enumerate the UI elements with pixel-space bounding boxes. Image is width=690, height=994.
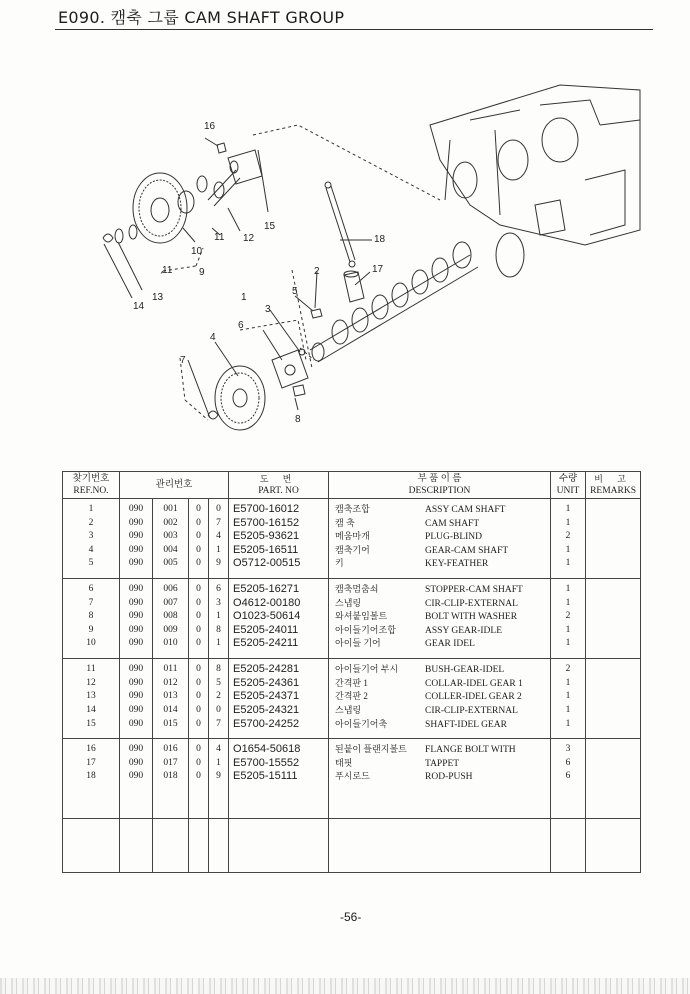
cell-value (586, 770, 640, 784)
description-en: TAPPET (425, 758, 460, 769)
table-cell (551, 579, 586, 659)
description-en: CIR-CLIP-EXTERNAL (425, 705, 518, 716)
table-cell (209, 819, 229, 873)
cell-value (586, 624, 640, 638)
part-number: E5205-15111 (233, 770, 298, 783)
callout: 14 (133, 301, 145, 312)
description-ko: 와셔붙임볼트 (335, 611, 388, 622)
part-number: E5205-24211 (233, 637, 299, 650)
table-cell (189, 499, 209, 579)
cell-value: 009 (163, 624, 178, 635)
cell-value: 8 (216, 624, 221, 635)
unit-qty: 2 (565, 531, 571, 542)
unit-qty: 1 (565, 691, 571, 702)
cell-value: 0 (196, 718, 201, 729)
cell-value (586, 544, 640, 558)
description-line (329, 718, 550, 732)
description-ko: 키 (335, 558, 344, 569)
table-cell (551, 819, 586, 873)
description-ko: 된붙이 플랜지볼트 (335, 744, 407, 755)
description-en: FLANGE BOLT WITH (425, 745, 516, 756)
cell-value: 090 (128, 531, 144, 542)
description-en: STOPPER-CAM SHAFT (425, 585, 523, 596)
description-line (329, 597, 550, 611)
part-number: E5700-16152 (233, 516, 300, 529)
cam-gear-drawing (215, 366, 265, 430)
table-cell (329, 659, 551, 739)
part-number: O1023-50614 (233, 610, 301, 623)
table-cell (120, 739, 153, 819)
page-number: -56- (340, 910, 362, 924)
cell-value: 090 (128, 718, 144, 729)
unit-qty: 1 (565, 544, 571, 555)
part-number: O1654-50618 (233, 743, 301, 756)
cell-value: 4 (216, 744, 221, 755)
description-en: GEAR-CAM SHAFT (425, 545, 509, 556)
cell-value: 1 (216, 638, 221, 649)
mgmt-no-header-ko: 관리번호 (155, 480, 193, 490)
table-cell (63, 659, 120, 739)
unit-qty: 1 (565, 584, 571, 595)
description-ko: 스냅링 (335, 704, 362, 715)
cell-value: 090 (128, 757, 144, 768)
ref-number: 10 (86, 638, 96, 649)
unit-qty: 1 (565, 597, 571, 608)
ref-number: 1 (88, 504, 94, 514)
table-cell (189, 579, 209, 659)
table-cell (120, 579, 153, 659)
callout: 17 (372, 264, 384, 275)
cell-value: 090 (128, 704, 144, 715)
exploded-view-diagram (0, 30, 690, 470)
cell-value (586, 757, 640, 771)
unit-qty: 1 (565, 677, 571, 688)
cell-value: 0 (216, 504, 221, 514)
callout: 2 (314, 266, 320, 277)
cell-value: 090 (128, 611, 144, 622)
parts-table (62, 471, 641, 873)
ref-number: 11 (86, 664, 96, 675)
description-ko: 아이들기어 부시 (335, 664, 399, 675)
callout: 12 (243, 233, 255, 244)
description-en: BUSH-GEAR-IDEL (425, 665, 505, 676)
description-ko: 스냅링 (335, 597, 362, 608)
description-header-en: DESCRIPTION (408, 486, 471, 496)
cell-value: 3 (216, 597, 221, 608)
table-group-row (63, 579, 641, 659)
description-en: ASSY CAM SHAFT (425, 505, 506, 515)
cell-value (586, 557, 640, 571)
description-line (329, 677, 550, 691)
cell-value (586, 677, 640, 691)
cell-value: 014 (163, 704, 178, 715)
cell-value: 1 (216, 611, 221, 622)
cell-value: 011 (163, 664, 178, 675)
description-line (329, 517, 550, 531)
cell-value: 0 (196, 757, 201, 768)
description-en: PLUG-BLIND (425, 532, 483, 543)
part-number: E5205-24361 (233, 676, 300, 689)
part-number: E5205-24281 (233, 663, 300, 676)
unit-qty: 3 (565, 744, 571, 755)
table-cell (63, 579, 120, 659)
unit-header-ko: 수량 (558, 474, 578, 484)
cell-value: 7 (216, 718, 221, 729)
cell-value: 0 (196, 664, 201, 675)
cell-value: 0 (216, 704, 221, 715)
ref-no-header-ko: 찾기번호 (72, 474, 110, 484)
callout: 9 (199, 267, 205, 278)
cell-value: 016 (163, 744, 178, 755)
ref-no-header-en: REF.NO. (73, 486, 109, 496)
cell-value: 0 (196, 771, 201, 782)
ref-number: 4 (88, 544, 94, 555)
unit-qty: 2 (565, 664, 571, 675)
ref-number: 14 (86, 704, 96, 715)
cell-value: 010 (163, 638, 178, 649)
table-group-row (63, 739, 641, 819)
description-en: CAM SHAFT (425, 518, 480, 529)
cell-value: 0 (196, 584, 201, 595)
description-line (329, 610, 550, 624)
table-cell (153, 819, 189, 873)
cell-value (586, 704, 640, 718)
table-cell (329, 819, 551, 873)
cell-value: 5 (216, 677, 221, 688)
push-rod-drawing (326, 186, 355, 262)
cell-value: 0 (196, 611, 201, 622)
description-line (329, 583, 550, 597)
description-en: SHAFT-IDEL GEAR (425, 719, 507, 730)
description-header-ko: 부 품 이 름 (417, 474, 462, 484)
table-cell (120, 659, 153, 739)
unit-header (551, 472, 586, 499)
part-number: E5205-24371 (233, 690, 300, 703)
table-cell (586, 819, 641, 873)
cell-value (586, 530, 640, 544)
part-number: E5205-16271 (233, 583, 300, 596)
description-line (329, 637, 550, 651)
table-cell (209, 739, 229, 819)
cell-value: 015 (163, 718, 178, 729)
callout: 11 (162, 265, 173, 276)
table-cell (63, 739, 120, 819)
ref-number: 18 (86, 771, 96, 782)
unit-qty: 1 (565, 718, 571, 729)
description-line (329, 544, 550, 558)
cell-value: 013 (163, 691, 178, 702)
ref-number: 2 (88, 517, 94, 528)
table-cell (63, 499, 120, 579)
cell-value: 090 (128, 558, 144, 569)
callout: 18 (374, 234, 386, 245)
callout: 7 (180, 355, 186, 366)
cell-value: 6 (216, 584, 221, 595)
table-cell (586, 579, 641, 659)
unit-qty: 6 (565, 771, 571, 782)
cell-value (586, 583, 640, 597)
part-no-header (229, 472, 329, 499)
unit-qty: 1 (565, 704, 571, 715)
description-en: CIR-CLIP-EXTERNAL (425, 598, 518, 609)
remarks-header (586, 472, 641, 499)
table-cell (209, 499, 229, 579)
cell-value: 090 (128, 544, 144, 555)
description-ko: 태핏 (335, 757, 353, 768)
cell-value: 006 (163, 584, 178, 595)
table-cell (229, 579, 329, 659)
cell-value: 1 (216, 757, 221, 768)
description-ko: 아이들 기어 (335, 638, 381, 649)
description-line (329, 690, 550, 704)
cell-value (586, 637, 640, 651)
description-line (329, 624, 550, 638)
cell-value: 090 (128, 584, 144, 595)
cell-value (586, 690, 640, 704)
cell-value: 090 (128, 771, 144, 782)
table-cell (551, 499, 586, 579)
cell-value: 8 (216, 664, 221, 675)
description-ko: 아이들기어축 (335, 718, 388, 729)
table-group-row (63, 659, 641, 739)
description-ko: 간격판 2 (335, 691, 368, 702)
cell-value: 090 (128, 504, 144, 514)
scan-artifact-strip (0, 978, 690, 994)
cell-value: 0 (196, 531, 201, 542)
cell-value: 090 (128, 691, 144, 702)
cell-value: 0 (196, 691, 201, 702)
table-cell (586, 739, 641, 819)
cell-value: 090 (128, 624, 144, 635)
description-en: ASSY GEAR-IDLE (425, 625, 502, 636)
cell-value (586, 517, 640, 531)
table-cell (153, 499, 189, 579)
ref-number: 8 (88, 611, 94, 622)
idle-gear-shaft-drawing (228, 150, 262, 184)
part-number: E5205-24321 (233, 703, 300, 716)
cell-value: 090 (128, 638, 144, 649)
page-title: E090. 캠축 그룹 CAM SHAFT GROUP (58, 8, 345, 27)
ref-number: 6 (88, 584, 94, 595)
cell-value (586, 597, 640, 611)
part-number: E5700-16012 (233, 503, 300, 515)
cell-value: 018 (163, 771, 178, 782)
description-en: COLLAR-IDEL GEAR 1 (425, 678, 523, 689)
cell-value: 090 (128, 517, 144, 528)
table-group-row (63, 499, 641, 579)
cell-value: 002 (163, 517, 178, 528)
cell-value: 090 (128, 677, 144, 688)
table-cell (229, 659, 329, 739)
remarks-header-ko: 비 고 (594, 474, 632, 484)
description-en: KEY-FEATHER (425, 559, 489, 570)
engine-block-outline (430, 85, 640, 245)
cell-value: 9 (216, 771, 221, 782)
mgmt-no-header (120, 472, 229, 499)
description-ko: 캠축멈춤쇠 (335, 584, 379, 595)
cell-value: 090 (128, 744, 144, 755)
cell-value: 090 (128, 664, 144, 675)
table-header-row (63, 472, 641, 499)
callout: 16 (204, 121, 216, 132)
cell-value: 0 (196, 677, 201, 688)
callout: 5 (292, 286, 298, 297)
cell-value: 1 (216, 544, 221, 555)
ref-number: 9 (88, 624, 94, 635)
ref-number: 13 (86, 691, 96, 702)
callout: 3 (265, 304, 271, 315)
description-line (329, 704, 550, 718)
cell-value: 0 (196, 744, 201, 755)
unit-qty: 1 (565, 638, 571, 649)
table-cell (229, 819, 329, 873)
cell-value: 0 (196, 638, 201, 649)
table-cell (153, 579, 189, 659)
callout: 6 (238, 320, 244, 331)
table-cell (551, 739, 586, 819)
table-cell (63, 819, 120, 873)
ref-number: 15 (86, 718, 96, 729)
ref-number: 3 (88, 531, 94, 542)
cell-value: 090 (128, 597, 144, 608)
description-header (329, 472, 551, 499)
unit-qty: 2 (565, 611, 571, 622)
cell-value (586, 743, 640, 757)
description-en: BOLT WITH WASHER (425, 612, 518, 623)
description-ko: 간격판 1 (335, 677, 368, 688)
cell-value: 012 (163, 677, 178, 688)
part-number: O4612-00180 (233, 596, 301, 609)
ref-number: 12 (86, 677, 96, 688)
description-ko: 캠축조합 (335, 504, 370, 514)
callout: 8 (295, 414, 301, 425)
part-number: O5712-00515 (233, 557, 301, 570)
ref-number: 5 (88, 558, 94, 569)
description-en: ROD-PUSH (425, 772, 473, 783)
table-cell (329, 739, 551, 819)
cell-value (586, 663, 640, 677)
ref-no-header (63, 472, 120, 499)
cell-value: 0 (196, 517, 201, 528)
table-cell (229, 739, 329, 819)
table-cell (189, 739, 209, 819)
cell-value: 0 (196, 704, 201, 715)
table-group-row (63, 819, 641, 873)
ref-number: 7 (88, 597, 94, 608)
remarks-header-en: REMARKS (590, 486, 636, 496)
ref-number: 17 (86, 757, 96, 768)
camshaft-drawing (310, 255, 478, 362)
part-number: E5700-15552 (233, 756, 300, 769)
table-cell (586, 659, 641, 739)
cell-value (586, 503, 640, 517)
description-line (329, 770, 550, 784)
cell-value: 003 (163, 531, 178, 542)
cell-value: 2 (216, 691, 221, 702)
ref-number: 16 (86, 744, 96, 755)
cam-shaft-exploded-drawing (0, 30, 690, 470)
part-number: E5205-24011 (233, 623, 299, 636)
table-cell (153, 739, 189, 819)
description-ko: 캠 축 (335, 517, 355, 528)
table-cell (120, 499, 153, 579)
cell-value: 0 (196, 624, 201, 635)
part-number: E5205-16511 (233, 543, 299, 556)
cell-value: 017 (163, 757, 178, 768)
description-en: GEAR IDEL (425, 639, 475, 650)
cell-value: 0 (196, 544, 201, 555)
cell-value: 0 (196, 597, 201, 608)
description-en: COLLER-IDEL GEAR 2 (425, 692, 522, 703)
table-cell (551, 659, 586, 739)
cell-value: 001 (163, 504, 178, 514)
table-cell (120, 819, 153, 873)
cell-value: 004 (163, 544, 178, 555)
description-ko: 캠축기어 (335, 544, 370, 555)
unit-qty: 1 (565, 558, 571, 569)
cell-value: 7 (216, 517, 221, 528)
table-cell (229, 499, 329, 579)
table-cell (189, 659, 209, 739)
callout: 11 (214, 232, 225, 243)
cell-value: 007 (163, 597, 178, 608)
cell-value: 9 (216, 558, 221, 569)
table-cell (209, 659, 229, 739)
unit-qty: 1 (565, 517, 571, 528)
cell-value: 0 (196, 504, 201, 514)
cell-value (586, 610, 640, 624)
callout: 4 (210, 332, 216, 343)
description-line (329, 663, 550, 677)
table-cell (329, 579, 551, 659)
part-number: E5700-24252 (233, 717, 300, 730)
callout: 10 (191, 246, 203, 257)
table-cell (329, 499, 551, 579)
unit-qty: 1 (565, 504, 571, 514)
description-line (329, 503, 550, 517)
description-line (329, 757, 550, 771)
part-no-header-ko: 도 번 (259, 474, 298, 484)
description-ko: 메움마개 (335, 531, 370, 542)
table-cell (189, 819, 209, 873)
part-no-header-en: PART. NO (258, 486, 299, 496)
description-line (329, 557, 550, 571)
unit-qty: 6 (565, 757, 571, 768)
callout: 1 (241, 292, 247, 303)
table-cell (209, 579, 229, 659)
cell-value: 4 (216, 531, 221, 542)
part-number: E5205-93621 (233, 530, 300, 543)
idle-gear-drawing (133, 173, 194, 243)
description-ko: 푸시로드 (335, 771, 370, 782)
callout: 13 (152, 292, 164, 303)
cell-value: 0 (196, 558, 201, 569)
callout: 15 (264, 221, 276, 232)
table-cell (586, 499, 641, 579)
unit-header-en: UNIT (556, 486, 580, 496)
cell-value: 008 (163, 611, 178, 622)
cell-value (586, 718, 640, 732)
unit-qty: 1 (565, 624, 571, 635)
cell-value: 005 (163, 558, 178, 569)
description-line (329, 743, 550, 757)
stopper-drawing (272, 350, 308, 388)
description-line (329, 530, 550, 544)
table-cell (153, 659, 189, 739)
description-ko: 아이들기어조합 (335, 624, 396, 635)
